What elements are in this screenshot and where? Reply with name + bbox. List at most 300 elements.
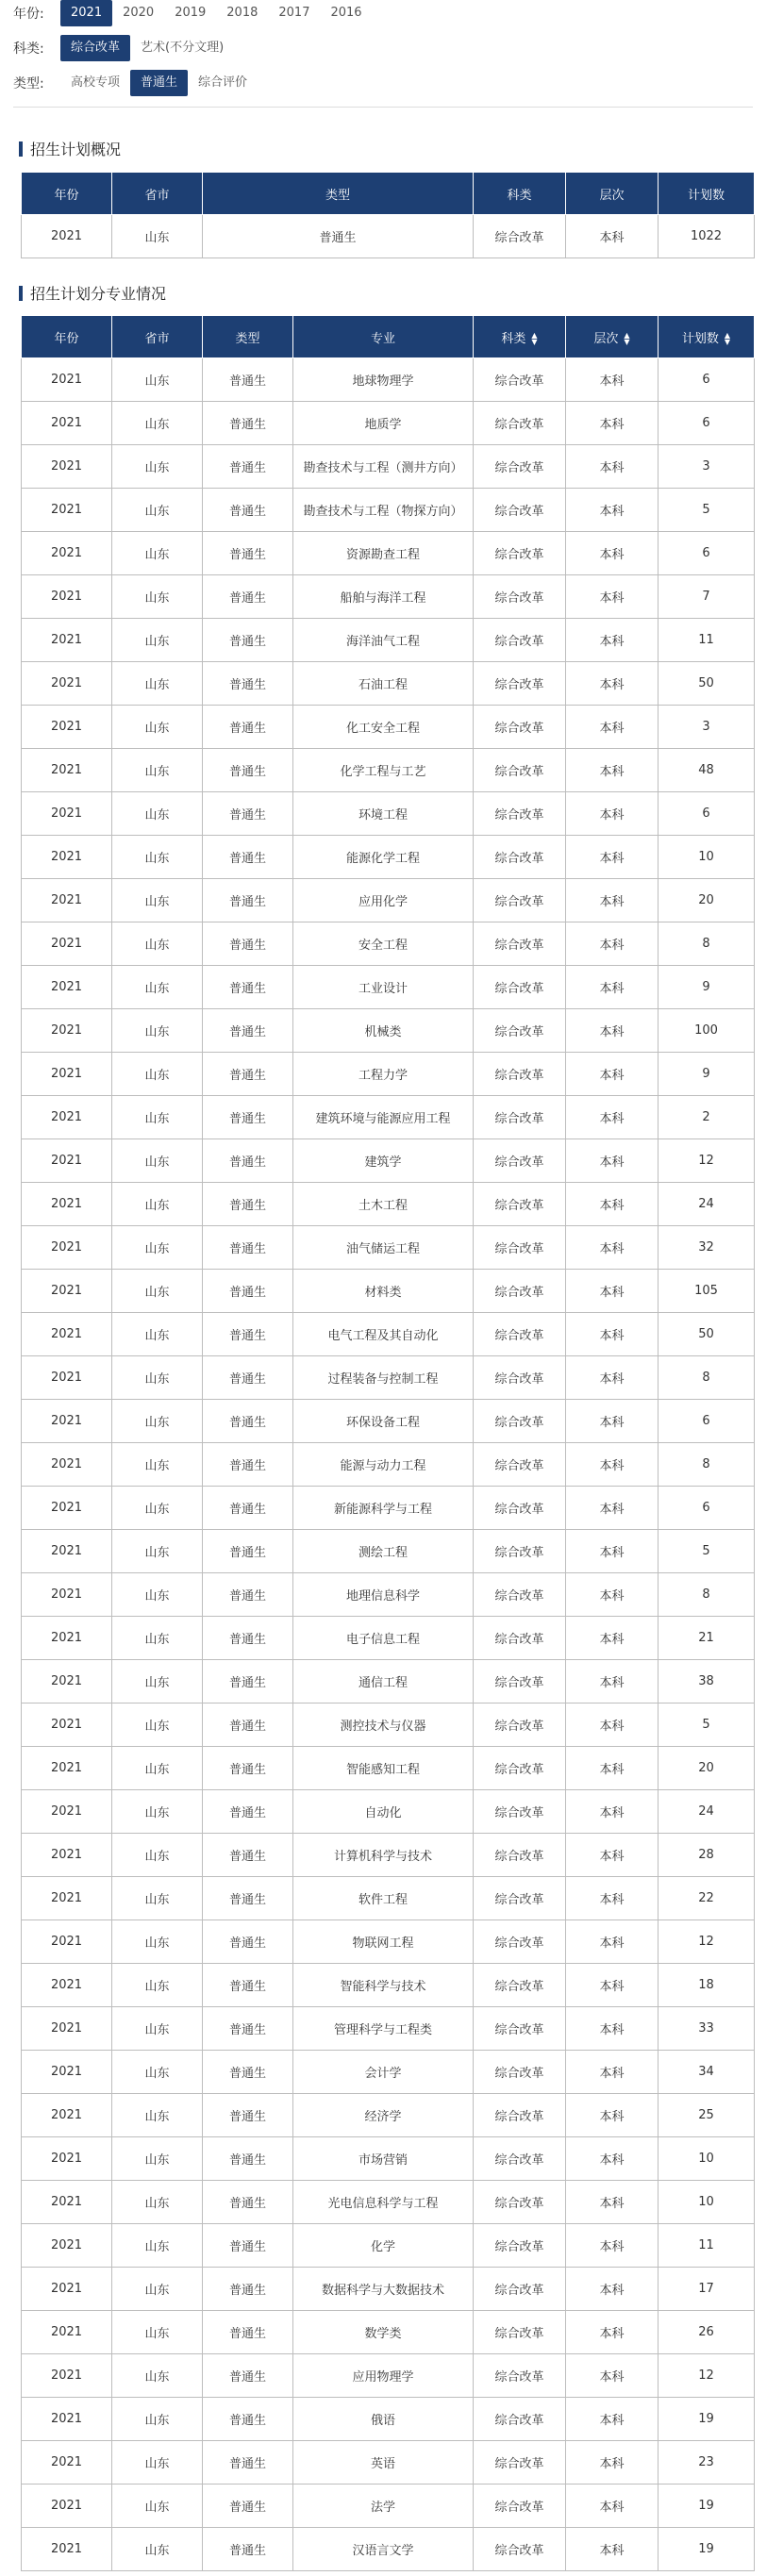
- table-cell: 2021: [22, 1920, 112, 1964]
- table-cell: 地质学: [293, 402, 474, 445]
- table-cell: 综合改革: [474, 1226, 566, 1270]
- table-cell: 材料类: [293, 1270, 474, 1313]
- table-cell: 2021: [22, 836, 112, 879]
- table-cell: 2021: [22, 489, 112, 532]
- table-cell: 本科: [566, 358, 659, 402]
- table-cell: 建筑环境与能源应用工程: [293, 1096, 474, 1139]
- table-cell: 7: [659, 575, 755, 619]
- table-cell: 山东: [112, 879, 203, 922]
- table-cell: 5: [659, 489, 755, 532]
- table-row: [22, 2398, 755, 2441]
- table-cell: 综合改革: [474, 489, 566, 532]
- table-cell: 能源化学工程: [293, 836, 474, 879]
- table-cell: 本科: [566, 215, 659, 258]
- type-filter: [13, 70, 258, 96]
- table-cell: 船舶与海洋工程: [293, 575, 474, 619]
- table-row: [22, 836, 755, 879]
- table-cell: 本科: [566, 2441, 659, 2485]
- table-row: [22, 1964, 755, 2007]
- table-row: [22, 706, 755, 749]
- table-cell: 20: [659, 879, 755, 922]
- table-cell: 2021: [22, 2268, 112, 2311]
- table-cell: 2021: [22, 1747, 112, 1790]
- table-cell: 本科: [566, 2398, 659, 2441]
- table-cell: 山东: [112, 1487, 203, 1530]
- table-cell: 2021: [22, 1443, 112, 1487]
- table-cell: 综合改革: [474, 1096, 566, 1139]
- table-cell: 10: [659, 2137, 755, 2181]
- table-cell: 综合改革: [474, 2051, 566, 2094]
- table-cell: 11: [659, 2224, 755, 2268]
- table-cell: 本科: [566, 445, 659, 489]
- table-cell: 普通生: [203, 2094, 293, 2137]
- table-cell: 10: [659, 836, 755, 879]
- table-cell: 综合改革: [474, 2224, 566, 2268]
- table-cell: 数据科学与大数据技术: [293, 2268, 474, 2311]
- table-row: [22, 1400, 755, 1443]
- table-cell: 工业设计: [293, 966, 474, 1009]
- table-cell: 综合改革: [474, 1400, 566, 1443]
- table-cell: 山东: [112, 749, 203, 792]
- table-cell: 本科: [566, 2268, 659, 2311]
- table-row: [22, 1790, 755, 1834]
- table-cell: 普通生: [203, 2311, 293, 2354]
- table-cell: 本科: [566, 2224, 659, 2268]
- table-cell: 山东: [112, 1790, 203, 1834]
- table-cell: 过程装备与控制工程: [293, 1356, 474, 1400]
- table-cell: 34: [659, 2051, 755, 2094]
- table-cell: 综合改革: [474, 2094, 566, 2137]
- divider: [13, 107, 753, 108]
- table-cell: 山东: [112, 2268, 203, 2311]
- table-cell: 资源勘查工程: [293, 532, 474, 575]
- subject-filter-label: 科类:: [13, 42, 44, 57]
- table-row: [22, 1053, 755, 1096]
- table-cell: 综合改革: [474, 1183, 566, 1226]
- year-filter: [13, 0, 373, 26]
- table-cell: 普通生: [203, 2441, 293, 2485]
- table-cell: 综合改革: [474, 1790, 566, 1834]
- table-cell: 24: [659, 1790, 755, 1834]
- table-cell: 勘查技术与工程（测井方向）: [293, 445, 474, 489]
- table-cell: 山东: [112, 706, 203, 749]
- table-cell: 软件工程: [293, 1877, 474, 1920]
- table-cell: 本科: [566, 1703, 659, 1747]
- table-row: [22, 1443, 755, 1487]
- table-cell: 6: [659, 358, 755, 402]
- table-row: [22, 2311, 755, 2354]
- table-cell: 山东: [112, 966, 203, 1009]
- table-cell: 应用物理学: [293, 2354, 474, 2398]
- table-cell: 测控技术与仪器: [293, 1703, 474, 1747]
- column-header[interactable]: [566, 316, 659, 358]
- table-cell: 2021: [22, 1790, 112, 1834]
- table-row: [22, 749, 755, 792]
- table-row: [22, 2441, 755, 2485]
- table-cell: 综合改革: [474, 215, 566, 258]
- subject-option[interactable]: 综合改革: [60, 35, 130, 61]
- column-header-label: 类型: [325, 188, 350, 203]
- subject-options: [60, 35, 234, 61]
- table-cell: 20: [659, 1747, 755, 1790]
- table-cell: 山东: [112, 1660, 203, 1703]
- table-cell: 俄语: [293, 2398, 474, 2441]
- table-cell: 普通生: [203, 836, 293, 879]
- table-cell: 山东: [112, 1920, 203, 1964]
- table-cell: 本科: [566, 662, 659, 706]
- table-cell: 3: [659, 445, 755, 489]
- table-cell: 综合改革: [474, 2007, 566, 2051]
- table-cell: 综合改革: [474, 879, 566, 922]
- table-row: [22, 792, 755, 836]
- table-cell: 山东: [112, 2224, 203, 2268]
- table-cell: 22: [659, 1877, 755, 1920]
- table-cell: 山东: [112, 1139, 203, 1183]
- type-filter-label: 类型:: [13, 76, 44, 91]
- table-row: [22, 402, 755, 445]
- table-cell: 普通生: [203, 402, 293, 445]
- table-cell: 普通生: [203, 1400, 293, 1443]
- table-cell: 2021: [22, 2354, 112, 2398]
- column-header[interactable]: [659, 316, 755, 358]
- type-option[interactable]: 高校专项: [71, 75, 121, 90]
- column-header: [112, 316, 203, 358]
- table-cell: 本科: [566, 2181, 659, 2224]
- table-cell: 33: [659, 2007, 755, 2051]
- type-option[interactable]: 综合评价: [198, 75, 248, 90]
- table-row: [22, 489, 755, 532]
- column-header-label: 年份: [54, 331, 79, 346]
- table-cell: 会计学: [293, 2051, 474, 2094]
- table-cell: 本科: [566, 922, 659, 966]
- table-cell: 山东: [112, 215, 203, 258]
- table-cell: 普通生: [203, 2181, 293, 2224]
- table-cell: 普通生: [203, 662, 293, 706]
- table-cell: 本科: [566, 1009, 659, 1053]
- table-cell: 山东: [112, 1834, 203, 1877]
- table-cell: 11: [659, 619, 755, 662]
- table-cell: 普通生: [203, 2485, 293, 2528]
- table-cell: 普通生: [203, 1747, 293, 1790]
- table-cell: 本科: [566, 1877, 659, 1920]
- table-cell: 普通生: [203, 575, 293, 619]
- table-cell: 智能科学与技术: [293, 1964, 474, 2007]
- table-cell: 普通生: [203, 215, 474, 258]
- table-cell: 山东: [112, 1747, 203, 1790]
- table-cell: 法学: [293, 2485, 474, 2528]
- table-cell: 2021: [22, 1400, 112, 1443]
- table-cell: 本科: [566, 966, 659, 1009]
- table-cell: 地球物理学: [293, 358, 474, 402]
- table-cell: 综合改革: [474, 2354, 566, 2398]
- sort-icon[interactable]: ▲ ▼: [724, 331, 731, 346]
- table-cell: 化工安全工程: [293, 706, 474, 749]
- table-cell: 普通生: [203, 1790, 293, 1834]
- table-cell: 38: [659, 1660, 755, 1703]
- table-row: [22, 1573, 755, 1617]
- table-cell: 山东: [112, 2485, 203, 2528]
- column-header-label: 省市: [144, 331, 170, 346]
- table-cell: 普通生: [203, 1530, 293, 1573]
- table-cell: 普通生: [203, 879, 293, 922]
- table-cell: 市场营销: [293, 2137, 474, 2181]
- table-cell: 山东: [112, 358, 203, 402]
- column-header-label: 计划数: [681, 331, 719, 346]
- table-cell: 2021: [22, 2311, 112, 2354]
- table-cell: 综合改革: [474, 1487, 566, 1530]
- table-cell: 综合改革: [474, 706, 566, 749]
- year-option[interactable]: 2018: [226, 6, 258, 20]
- year-filter-label: 年份:: [13, 7, 44, 22]
- table-cell: 本科: [566, 1487, 659, 1530]
- table-cell: 2021: [22, 2007, 112, 2051]
- table-cell: 综合改革: [474, 749, 566, 792]
- table-cell: 2021: [22, 215, 112, 258]
- table-cell: 2021: [22, 1877, 112, 1920]
- table-cell: 12: [659, 1139, 755, 1183]
- table-cell: 计算机科学与技术: [293, 1834, 474, 1877]
- table-cell: 山东: [112, 1009, 203, 1053]
- column-header-label: 专业: [370, 331, 395, 346]
- table-cell: 25: [659, 2094, 755, 2137]
- table-cell: 2021: [22, 2137, 112, 2181]
- table-cell: 普通生: [203, 2007, 293, 2051]
- table-cell: 本科: [566, 1096, 659, 1139]
- column-header-label: 省市: [144, 188, 170, 203]
- table-cell: 普通生: [203, 1964, 293, 2007]
- table-cell: 综合改革: [474, 1573, 566, 1617]
- table-cell: 2021: [22, 966, 112, 1009]
- table-cell: 2021: [22, 1139, 112, 1183]
- table-cell: 6: [659, 402, 755, 445]
- table-cell: 普通生: [203, 1313, 293, 1356]
- table-cell: 2021: [22, 1573, 112, 1617]
- table-cell: 山东: [112, 402, 203, 445]
- column-header: [112, 173, 203, 215]
- table-cell: 本科: [566, 1573, 659, 1617]
- table-cell: 山东: [112, 836, 203, 879]
- table-cell: 6: [659, 792, 755, 836]
- table-cell: 光电信息科学与工程: [293, 2181, 474, 2224]
- table-cell: 50: [659, 662, 755, 706]
- table-cell: 能源与动力工程: [293, 1443, 474, 1487]
- table-cell: 6: [659, 1487, 755, 1530]
- table-row: [22, 1877, 755, 1920]
- column-header: [659, 173, 755, 215]
- subject-option[interactable]: 艺术(不分文理): [141, 41, 225, 55]
- table-cell: 普通生: [203, 706, 293, 749]
- table-row: [22, 966, 755, 1009]
- table-cell: 普通生: [203, 2051, 293, 2094]
- table-cell: 本科: [566, 2051, 659, 2094]
- subject-filter: [13, 35, 234, 61]
- table-cell: 电气工程及其自动化: [293, 1313, 474, 1356]
- year-option[interactable]: 2019: [175, 6, 207, 20]
- table-cell: 综合改革: [474, 1747, 566, 1790]
- type-option[interactable]: 普通生: [130, 70, 188, 96]
- table-row: [22, 2094, 755, 2137]
- table-cell: 普通生: [203, 1660, 293, 1703]
- table-row: [22, 2224, 755, 2268]
- year-option[interactable]: 2017: [278, 6, 310, 20]
- table-cell: 综合改革: [474, 1270, 566, 1313]
- table-cell: 本科: [566, 1747, 659, 1790]
- table-row: [22, 1703, 755, 1747]
- table-cell: 山东: [112, 1443, 203, 1487]
- table-cell: 山东: [112, 1270, 203, 1313]
- table-cell: 综合改革: [474, 1660, 566, 1703]
- table-cell: 50: [659, 1313, 755, 1356]
- table-cell: 山东: [112, 2051, 203, 2094]
- column-header: [203, 316, 293, 358]
- table-cell: 普通生: [203, 1096, 293, 1139]
- column-header-label: 年份: [54, 188, 79, 203]
- table-cell: 山东: [112, 2398, 203, 2441]
- table-cell: 2021: [22, 1009, 112, 1053]
- table-cell: 地理信息科学: [293, 1573, 474, 1617]
- table-cell: 2021: [22, 1226, 112, 1270]
- table-cell: 山东: [112, 1530, 203, 1573]
- table-row: [22, 1270, 755, 1313]
- table-cell: 管理科学与工程类: [293, 2007, 474, 2051]
- table-cell: 普通生: [203, 1834, 293, 1877]
- table-cell: 本科: [566, 1964, 659, 2007]
- table-cell: 5: [659, 1530, 755, 1573]
- table-cell: 9: [659, 1053, 755, 1096]
- table-row: [22, 1009, 755, 1053]
- table-cell: 2021: [22, 1096, 112, 1139]
- table-row: [22, 879, 755, 922]
- table-row: [22, 1920, 755, 1964]
- table-cell: 2021: [22, 2528, 112, 2571]
- table-cell: 新能源科学与工程: [293, 1487, 474, 1530]
- table-cell: 山东: [112, 2181, 203, 2224]
- table-cell: 普通生: [203, 1487, 293, 1530]
- table-cell: 6: [659, 532, 755, 575]
- sort-icon[interactable]: ▲ ▼: [531, 331, 538, 346]
- year-option[interactable]: 2021: [60, 0, 112, 26]
- table-cell: 综合改革: [474, 922, 566, 966]
- table-cell: 本科: [566, 1400, 659, 1443]
- table-cell: 综合改革: [474, 1313, 566, 1356]
- table-cell: 山东: [112, 1877, 203, 1920]
- table-cell: 本科: [566, 792, 659, 836]
- table-cell: 普通生: [203, 1617, 293, 1660]
- table-cell: 普通生: [203, 2528, 293, 2571]
- table-cell: 普通生: [203, 489, 293, 532]
- table-cell: 2021: [22, 922, 112, 966]
- table-cell: 环保设备工程: [293, 1400, 474, 1443]
- table-cell: 智能感知工程: [293, 1747, 474, 1790]
- table-cell: 2021: [22, 749, 112, 792]
- sort-icon[interactable]: ▲ ▼: [624, 331, 630, 346]
- table-cell: 普通生: [203, 792, 293, 836]
- table-cell: 山东: [112, 1226, 203, 1270]
- table-cell: 综合改革: [474, 2485, 566, 2528]
- table-cell: 2021: [22, 575, 112, 619]
- column-header: [293, 316, 474, 358]
- table-cell: 山东: [112, 2311, 203, 2354]
- table-cell: 综合改革: [474, 445, 566, 489]
- year-option[interactable]: 2020: [123, 6, 155, 20]
- table-cell: 化学: [293, 2224, 474, 2268]
- table-cell: 本科: [566, 1183, 659, 1226]
- table-cell: 普通生: [203, 358, 293, 402]
- type-options: [60, 70, 258, 96]
- table-cell: 2021: [22, 619, 112, 662]
- column-header-label: 层次: [599, 188, 625, 203]
- table-cell: 海洋油气工程: [293, 619, 474, 662]
- table-cell: 23: [659, 2441, 755, 2485]
- table-cell: 汉语言文学: [293, 2528, 474, 2571]
- table-cell: 普通生: [203, 1443, 293, 1487]
- table-cell: 建筑学: [293, 1139, 474, 1183]
- table-cell: 本科: [566, 1617, 659, 1660]
- table-cell: 物联网工程: [293, 1920, 474, 1964]
- table-cell: 32: [659, 1226, 755, 1270]
- table-cell: 山东: [112, 662, 203, 706]
- table-cell: 2021: [22, 402, 112, 445]
- table-cell: 本科: [566, 836, 659, 879]
- table-cell: 山东: [112, 1964, 203, 2007]
- table-cell: 综合改革: [474, 792, 566, 836]
- table-row: [22, 2137, 755, 2181]
- table-cell: 勘查技术与工程（物探方向）: [293, 489, 474, 532]
- table-cell: 19: [659, 2528, 755, 2571]
- table-cell: 本科: [566, 2007, 659, 2051]
- table-cell: 普通生: [203, 1053, 293, 1096]
- column-header[interactable]: [474, 316, 566, 358]
- table-cell: 综合改革: [474, 1920, 566, 1964]
- table-cell: 本科: [566, 1660, 659, 1703]
- table-cell: 2021: [22, 1530, 112, 1573]
- table-cell: 本科: [566, 575, 659, 619]
- table-cell: 数学类: [293, 2311, 474, 2354]
- table-cell: 综合改革: [474, 1964, 566, 2007]
- table-cell: 28: [659, 1834, 755, 1877]
- table-cell: 2021: [22, 1617, 112, 1660]
- table-cell: 山东: [112, 2007, 203, 2051]
- table-row: [22, 2528, 755, 2571]
- table-cell: 山东: [112, 1183, 203, 1226]
- table-cell: 普通生: [203, 532, 293, 575]
- table-cell: 普通生: [203, 445, 293, 489]
- table-cell: 2021: [22, 1660, 112, 1703]
- table-cell: 安全工程: [293, 922, 474, 966]
- table-cell: 8: [659, 1573, 755, 1617]
- year-option[interactable]: 2016: [330, 6, 362, 20]
- column-header: [203, 173, 474, 215]
- majors-title: 招生计划分专业情况: [19, 282, 166, 304]
- column-header: [474, 173, 566, 215]
- table-cell: 普通生: [203, 2398, 293, 2441]
- table-cell: 普通生: [203, 2268, 293, 2311]
- table-cell: 综合改革: [474, 619, 566, 662]
- table-cell: 山东: [112, 922, 203, 966]
- table-cell: 26: [659, 2311, 755, 2354]
- table-cell: 综合改革: [474, 1443, 566, 1487]
- table-cell: 2021: [22, 358, 112, 402]
- table-cell: 山东: [112, 1703, 203, 1747]
- table-cell: 普通生: [203, 1270, 293, 1313]
- table-cell: 本科: [566, 1790, 659, 1834]
- overview-table: [21, 172, 755, 258]
- table-cell: 普通生: [203, 1009, 293, 1053]
- table-cell: 2: [659, 1096, 755, 1139]
- table-cell: 应用化学: [293, 879, 474, 922]
- table-cell: 综合改革: [474, 2441, 566, 2485]
- table-row: [22, 445, 755, 489]
